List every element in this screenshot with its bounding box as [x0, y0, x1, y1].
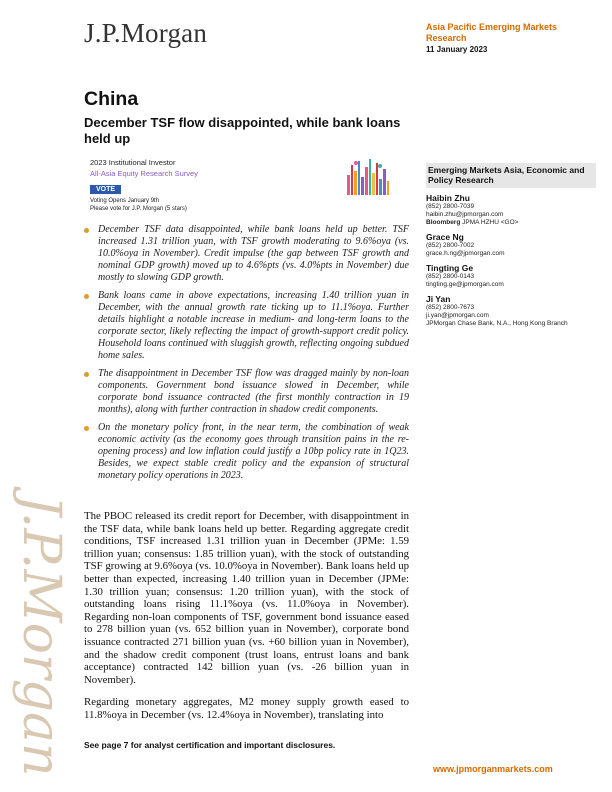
analyst-phone: (852) 2800-7673	[426, 304, 475, 311]
analyst-phone: (852) 2800-0143	[426, 273, 475, 280]
analyst-card	[426, 263, 596, 289]
analyst-name: Haibin Zhu	[426, 193, 470, 203]
report-date: 11 January 2023	[426, 45, 488, 54]
key-point-text: December TSF data disappointed, while bank loans held up better. TSF increased 1.31 trillion yuan, with TSF growth moderating to 9.6%oya (vs. 10.0%oya in November). Credit impulse (the gap between TSF growth and nominal GDP growth) moved up to 4.6%pts (vs. 4.0%pts in November) due mostly to slowing GDP growth.	[98, 224, 409, 283]
analyst-email[interactable]: grace.h.ng@jpmorgan.com	[426, 250, 505, 257]
sidebar-heading: Emerging Markets Asia, Economic and Policy Research	[426, 163, 596, 188]
key-point-text: The disappointment in December TSF flow was dragged mainly by non-loan components. Government bond issuance slowed in December, while corporate bond issuance contracted (the first monthly contraction in 19 months), along with further contraction in shadow credit components.	[98, 368, 409, 415]
report-header	[426, 22, 596, 54]
analyst-card	[426, 232, 596, 258]
ii-banner-please-vote: Please vote for J.P. Morgan (5 stars)	[90, 205, 187, 212]
bullet-dot-icon	[84, 372, 89, 377]
page-title: China	[84, 88, 139, 110]
analyst-name: Ji Yan	[426, 294, 451, 304]
disclosure-note: See page 7 for analyst certification and important disclosures.	[84, 740, 336, 750]
bullet-dot-icon	[84, 426, 89, 431]
footer-link[interactable]: www.jpmorganmarkets.com	[433, 764, 553, 774]
jpmorgan-watermark	[6, 470, 76, 780]
key-point	[84, 290, 409, 362]
city-skyline-icon	[346, 157, 390, 195]
analyst-name: Grace Ng	[426, 232, 464, 242]
jpmorgan-logo: J.P.Morgan	[84, 18, 208, 48]
analyst-phone: (852) 2800-7039	[426, 203, 475, 210]
page-subtitle: December TSF flow disappointed, while bank loans held up	[84, 115, 401, 146]
analyst-card	[426, 193, 596, 227]
ii-banner-voting-opens: Voting Opens January 9th	[90, 198, 160, 204]
ii-banner-text	[90, 158, 198, 213]
key-point-text: Bank loans came in above expectations, increasing 1.40 trillion yuan in December, with the annual growth rate ticking up to 11.1%oya. Further details highlight a notable increase in medium- and long-term loans to the corporate sector, likely reflecting the impact of growth-support credit policy. Household loans continued with sluggish growth, reflecting ongoing subdued home sales.	[98, 290, 409, 361]
vote-button[interactable]: VOTE	[90, 185, 121, 194]
research-unit-line2: Research	[426, 32, 467, 43]
key-point	[84, 422, 409, 482]
analyst-phone: (852) 2800-7002	[426, 242, 475, 249]
analyst-card	[426, 294, 596, 328]
research-unit-line1: Asia Pacific Emerging Markets	[426, 22, 558, 32]
watermark-text: J.P.Morgan	[11, 495, 71, 777]
bloomberg-label: Bloomberg	[426, 219, 461, 226]
analyst-name: Tingting Ge	[426, 263, 474, 273]
bloomberg-value: JPMA HZHU <GO>	[462, 219, 519, 226]
analyst-entity: JPMorgan Chase Bank, N.A., Hong Kong Branch	[426, 320, 568, 327]
analyst-sidebar	[426, 163, 596, 328]
analyst-email[interactable]: tingting.ge@jpmorgan.com	[426, 281, 504, 288]
ii-banner-title: 2023 Institutional Investor	[90, 158, 176, 167]
bullet-dot-icon	[84, 294, 89, 299]
analyst-bloomberg	[426, 219, 596, 227]
key-point	[84, 224, 409, 284]
analyst-email[interactable]: haibin.zhu@jpmorgan.com	[426, 211, 504, 218]
key-point	[84, 368, 409, 416]
body-text	[84, 510, 409, 732]
body-paragraph: The PBOC released its credit report for December, with disappointment in the TSF data, while bank loans held up better. Regarding aggregate credit conditions, TSF increased 1.31 trillion yuan in December (JPMe: 1.59 trillion yuan; consensus: 1.85 trillion yuan), with the stock of outstanding TSF growing at 9.6%oya (vs. 10.0%oya in November). Bank loans held up better than expected, increasing 1.40 trillion yuan in December (JPMe: 1.30 trillion yuan; consensus: 1.20 trillion yuan), with the stock of outstanding loans rising 11.1%oya (vs. 11.0%oya in November). Regarding non-loan components of TSF, government bond issuance eased to 278 billion yuan (vs. 652 billion yuan in November), corporate bond issuance contracted 271 billion yuan (vs. +60 billion yuan in November), and the shadow credit component (trust loans, entrust loans and bank acceptance) contracted 142 billion yuan (vs. -26 billion yuan in November).	[84, 510, 409, 686]
key-point-text: On the monetary policy front, in the near term, the combination of weak economic activity (as the economy goes through transition pains in the re-opening process) and low inflation could justify a 10bp policy rate in 1Q23. Besides, we expect stable credit policy and the expansion of structural monetary policy operations in 2023.	[98, 422, 409, 481]
bullet-dot-icon	[84, 228, 89, 233]
key-points-list	[84, 224, 409, 488]
ii-survey-banner[interactable]	[84, 157, 384, 217]
ii-banner-survey: All-Asia Equity Research Survey	[90, 169, 198, 178]
body-paragraph: Regarding monetary aggregates, M2 money supply growth eased to 11.8%oya in December (vs. 12.4%oya in November), translating into	[84, 696, 409, 721]
analyst-email[interactable]: ji.yan@jpmorgan.com	[426, 312, 489, 319]
